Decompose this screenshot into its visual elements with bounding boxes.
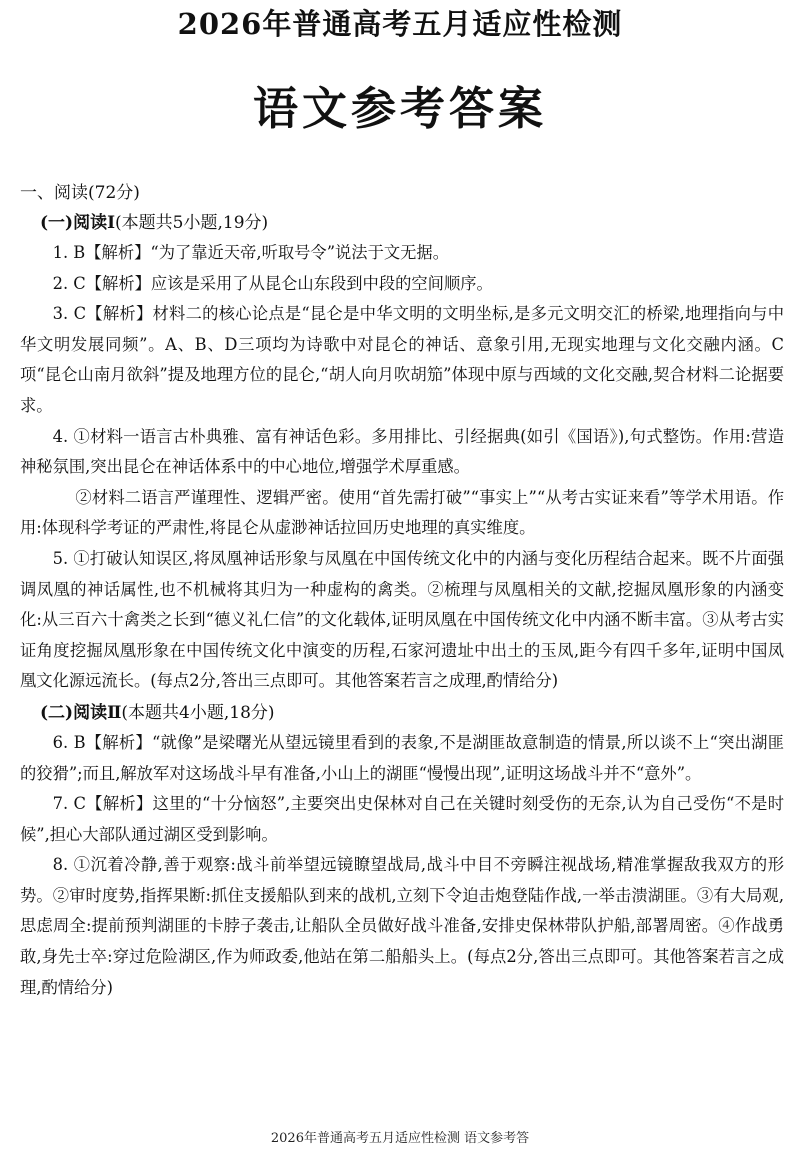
answer-3: 3. C【解析】材料二的核心论点是“昆仑是中华文明的文明坐标,是多元文明交汇的桥梁,地理指向与中华文明发展同频”。A、B、D三项均为诗歌中对昆仑的神话、意象引用,无现实地理与文化交融内涵。C项“昆仑山南月欲斜”提及地理方位的昆仑,“胡人向月吹胡笳”体现中原与西域的文化交融,契合材料二论据要求。 [20,304,784,415]
part-1-note: (本题共5小题,19分) [115,213,269,233]
part-1-label: (一)阅读Ⅰ [40,213,116,233]
exam-title: 2026年普通高考五月适应性检测 [177,7,623,41]
answer-body [20,180,784,1003]
part-1-heading [40,209,784,238]
answer-4-part-1: 4. ①材料一语言古朴典雅、富有神话色彩。多用排比、引经据典(如引《国语》),句式整饬。作用:营造神秘氛围,突出昆仑在神话体系中的中心地位,增强学术厚重感。 [20,426,784,477]
answer-8: 8. ①沉着冷静,善于观察:战斗前举望远镜瞭望战局,战斗中目不旁瞬注视战场,精准掌握敌我双方的形势。②审时度势,指挥果断:抓住支援船队到来的战机,立刻下令迫击炮登陆作战,一举击溃湖匪。③有大局观,思虑周全:提前预判湖匪的卡脖子袭击,让船队全员做好战斗准备,安排史保林带队护船,部署周密。④作战勇敢,身先士卒:穿过危险湖区,作为师政委,他站在第二船船头上。(每点2分,答出三点即可。其他答案若言之成理,酌情给分) [20,855,784,997]
answer-1: 1. B【解析】“为了靠近天帝,听取号令”说法于文无据。 [52,243,449,262]
part-2-heading [40,699,784,728]
part-2-note: (本题共4小题,18分) [121,702,275,723]
document-title: 语文参考答案 [252,82,547,135]
part-2-label: (二)阅读Ⅱ [40,702,122,723]
answer-4-part-2: ②材料二语言严谨理性、逻辑严密。使用“首先需打破”“事实上”“从考古实证来看”等学术用语。作用:体现科学考证的严肃性,将昆仑从虚渺神话拉回历史地理的真实维度。 [20,487,784,538]
answer-5: 5. ①打破认知误区,将凤凰神话形象与凤凰在中国传统文化中的内涵与变化历程结合起来。既不片面强调凤凰的神话属性,也不机械将其归为一种虚构的禽类。②梳理与凤凰相关的文献,挖掘凤凰形象的内涵变化:从三百六十禽类之长到“德义礼仁信”的文化载体,证明凤凰在中国传统文化中内涵不断丰富。③从考古实证角度挖掘凤凰形象在中国传统文化中演变的历程,石家河遗址中出土的玉凤,距今有四千多年,证明中国凤凰文化源远流长。(每点2分,答出三点即可。其他答案若言之成理,酌情给分) [20,548,784,691]
answer-2: 2. C【解析】应该是采用了从昆仑山东段到中段的空间顺序。 [52,273,493,293]
answer-6: 6. B【解析】“就像”是梁曙光从望远镜里看到的表象,不是湖匪故意制造的情景,所以谈不上“突出湖匪的狡猾”;而且,解放军对这场战斗早有准备,小山上的湖匪“慢慢出现”,证明这场战斗并不“意外”。 [20,732,784,783]
section-heading: 一、阅读(72分) [20,183,140,203]
answer-7: 7. C【解析】这里的“十分恼怒”,主要突出史保林对自己在关键时刻受伤的无奈,认为自己受伤“不是时候”,担心大部队通过湖区受到影响。 [20,794,784,844]
page-footer: 2026年普通高考五月适应性检测 语文参考答 [270,1131,530,1146]
